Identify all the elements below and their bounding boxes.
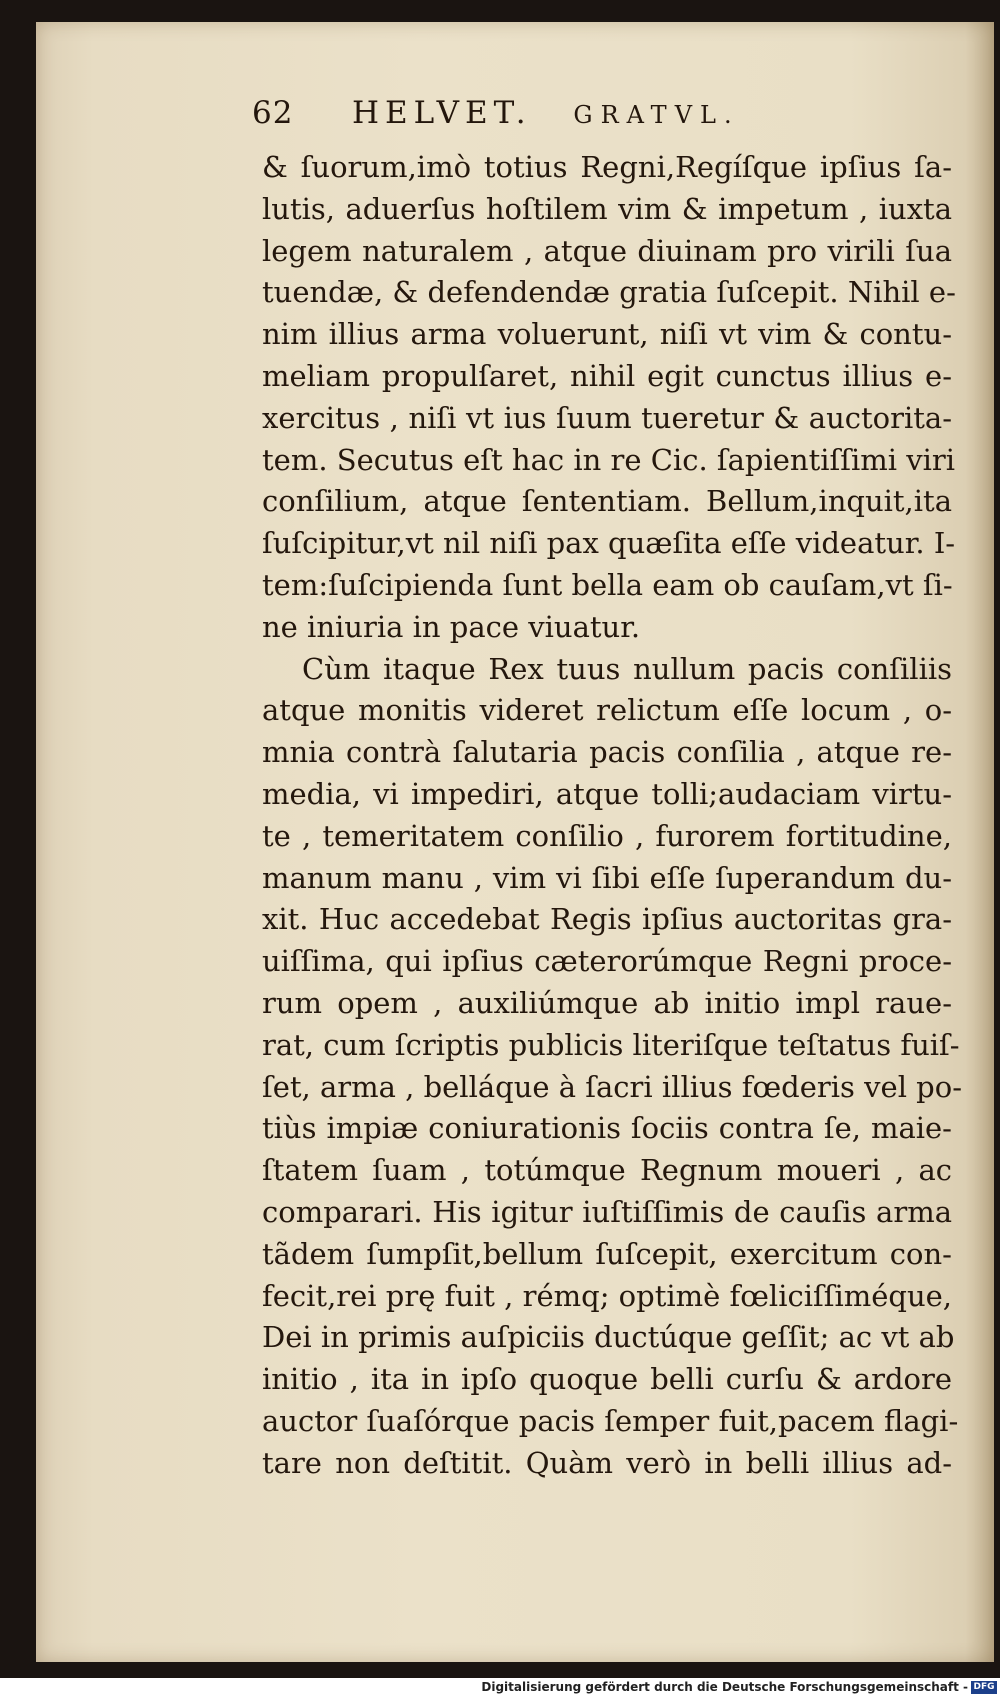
body-text [262, 147, 963, 1485]
text-line: xercitus , niſi vt ius ſuum tueretur & auctorita- [262, 400, 952, 435]
running-head [352, 95, 740, 131]
text-line: tem. Secutus eſt hac in re Cic. ſapientiſſimi viri [262, 442, 956, 477]
text-line: te , temeritatem conſilio , furorem fortitudine, [262, 818, 952, 853]
text-line: & ſuorum,imò totius Regni,Regíſque ipſius ſa- [262, 150, 952, 184]
running-head-small: GRATVL. [573, 101, 740, 129]
text-line: tiùs impiæ coniurationis ſociis contra ſe, maie- [262, 1111, 952, 1146]
text-line: auctor ſuaſórque pacis ſemper fuit,pacem flagi- [262, 1403, 959, 1438]
text-line: nim illius arma voluerunt, niſi vt vim & contu- [262, 317, 952, 352]
page-number: 62 [252, 95, 294, 131]
text-line: tare non deſtitit. Quàm verò in belli illius ad- [262, 1445, 952, 1480]
text-line: lutis, aduerſus hoſtilem vim & impetum , iuxta [262, 191, 952, 226]
text-line: tuendæ, & defendendæ gratia ſuſcepit. Nihil e- [262, 275, 956, 310]
text-line: ne iniuria in pace viuatur. [262, 609, 641, 644]
text-line: tem:ſuſcipienda ſunt bella eam ob cauſam,vt ſi- [262, 567, 953, 602]
text-line: media, vi impediri, atque tolli;audaciam virtu- [262, 776, 952, 811]
text-line: Dei in primis auſpiciis ductúque geſſit; ac vt ab [262, 1320, 955, 1355]
text-line: conſilium, atque ſententiam. Bellum,inquit,ita [262, 484, 952, 519]
text-line: rum opem , auxiliúmque ab initio impl raue- [262, 985, 952, 1020]
text-line: comparari. His igitur iuſtiſſimis de cauſis arma [262, 1194, 952, 1229]
text-line: mnia contrà ſalutaria pacis conſilia , atque re- [262, 735, 952, 770]
funding-credit: Digitalisierung gefördert durch die Deutsche Forschungsgemeinschaft - [481, 1680, 968, 1694]
text-line: ſuſcipitur,vt nil niſi pax quæſita eſſe videatur. I- [262, 526, 956, 561]
text-line: uiſſima, qui ipſius cæterorúmque Regni proce- [262, 944, 952, 979]
text-line: initio , ita in ipſo quoque belli curſu & ardore [262, 1362, 952, 1397]
running-head-main: HELVET. [352, 95, 532, 131]
page-header [252, 95, 812, 139]
text-line: legem naturalem , atque diuinam pro virili ſua [262, 233, 952, 268]
text-line: ſtatem ſuam , totúmque Regnum moueri , ac [262, 1153, 952, 1188]
text-line: rat, cum ſcriptis publicis literiſque teſtatus fuiſ- [262, 1027, 960, 1062]
text-line: fecit,rei prę fuit , rémq; optimè fœliciſſiméque, [262, 1278, 953, 1313]
text-line: xit. Huc accedebat Regis ipſius auctoritas gra- [262, 902, 952, 937]
text-line: manum manu , vim vi ſibi eſſe ſuperandum du- [262, 860, 952, 895]
dfg-logo[interactable]: DFG [971, 1681, 997, 1694]
text-line: meliam propulſaret, nihil egit cunctus illius e- [262, 358, 952, 393]
text-line: ſet, arma , belláque à ſacri illius fœderis vel po- [262, 1069, 963, 1104]
text-line: atque monitis videret relictum eſſe locum , o- [262, 693, 952, 728]
paragraph-start-line: Cùm itaque Rex tuus nullum pacis conſiliis [302, 651, 952, 686]
text-line: tãdem ſumpſit,bellum ſuſcepit, exercitum con- [262, 1236, 952, 1271]
